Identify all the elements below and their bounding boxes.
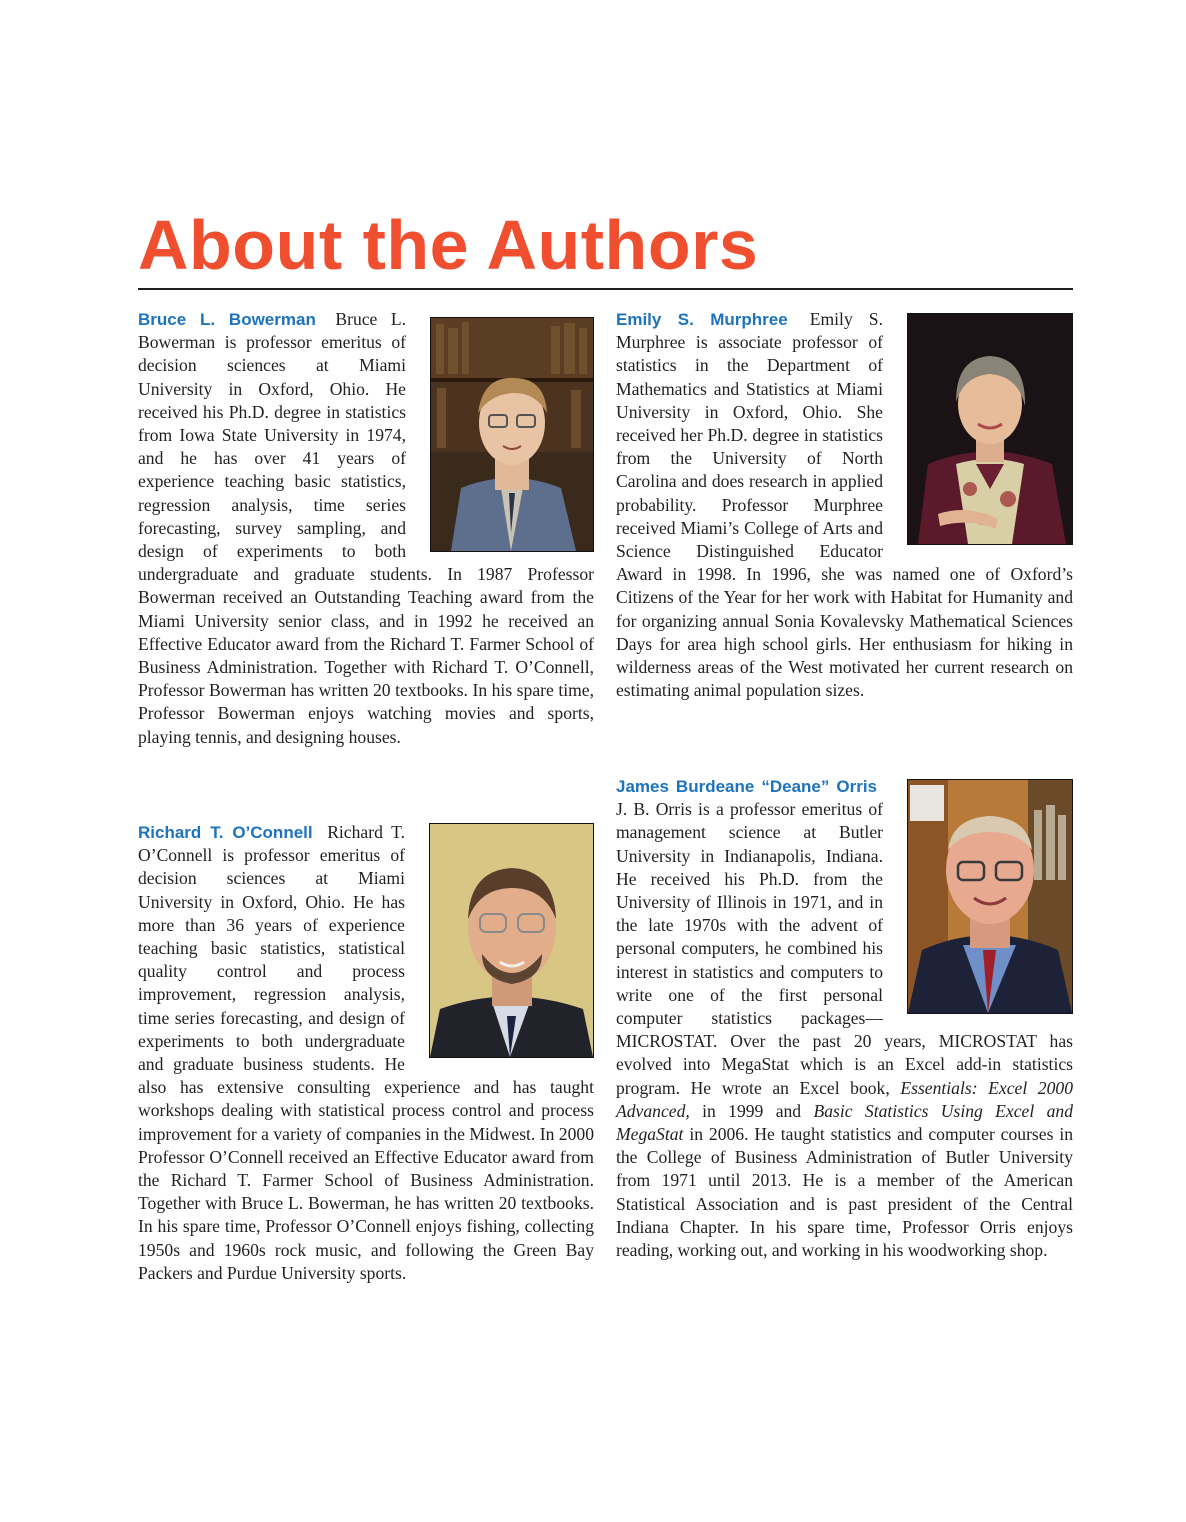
photo-oconnell [429, 823, 594, 1058]
author-bio-orris [616, 775, 1073, 1262]
author-bio-murphree [616, 308, 1073, 702]
book-title-essentials: Essentials: Excel 2000 Advanced, [616, 1077, 1073, 1121]
book-title-basic-statistics: Basic Statistics Using Excel and MegaStat [616, 1100, 1073, 1145]
author-text-oconnell: Richard T. O’Connell is professor emeritus of decision sciences at Miami University in Oxford, Ohio. He has more than 36 years of experience teaching basic statistics, statistical quality control and process improvement, regression analysis, time series forecasting, and design of experiments to both undergraduate and graduate business students. He also has extensive consulting experience and has taught workshops dealing with statistical process control and process improvement for a variety of companies in the Midwest. In 2000 Professor O’Connell received an Effective Educator award from the Richard T. Farmer School of Business Administration. Together with Bruce L. Bowerman, he has written 20 textbooks. In his spare time, Professor O’Connell enjoys fishing, collecting 1950s and 1960s rock music, and following the Green Bay Packers and Purdue University sports. [138, 822, 594, 1283]
author-text-orris-2: in 1999 and [702, 1100, 802, 1121]
photo-murphree [907, 313, 1073, 545]
title-rule [138, 288, 1073, 290]
author-name-murphree: Emily S. Murphree [616, 310, 788, 329]
author-text-orris-1: J. B. Orris is a professor emeritus of management science at Butler University in Indianapolis, Indiana. He received his Ph.D. from the University of Illinois in 1971, and in the late 1970s with the advent of personal computers, he combined his interest in statistics and computers to write one of the first personal computer statistics packages—MICROSTAT. Over the past 20 years, MICROSTAT has evolved into MegaStat which is an Excel add-in statistics program. He wrote an Excel book, [616, 799, 1073, 1098]
author-bio-oconnell [138, 821, 594, 1285]
author-bio-bowerman [138, 308, 594, 749]
photo-orris [907, 779, 1073, 1014]
author-name-orris: James Burdeane “Deane” Orris [616, 777, 877, 796]
author-name-bowerman: Bruce L. Bowerman [138, 310, 316, 329]
author-text-orris-3: in 2006. He taught statistics and computer courses in the College of Business Administration of Butler University from 1971 until 2013. He is a member of the American Statistical Association and is past president of the Central Indiana Chapter. In his spare time, Professor Orris enjoys reading, working out, and working in his woodworking shop. [616, 1124, 1074, 1261]
author-text-bowerman: Bruce L. Bowerman is professor emeritus of decision sciences at Miami University in Oxford, Ohio. He received his Ph.D. degree in statistics from Iowa State University in 1974, and he has over 41 years of experience teaching basic statistics, regression analysis, time series forecasting, survey sampling, and design of experiments to both undergraduate and graduate students. In 1987 Professor Bowerman received an Outstanding Teaching award from the Miami University senior class, and in 1992 he received an Effective Educator award from the Richard T. Farmer School of Business Administration. Together with Richard T. O’Connell, Professor Bowerman has written 20 textbooks. In his spare time, Professor Bowerman enjoys watching movies and sports, playing tennis, and designing houses. [138, 309, 594, 747]
page-title: About the Authors [138, 206, 759, 284]
author-name-oconnell: Richard T. O’Connell [138, 823, 313, 842]
author-text-murphree: Emily S. Murphree is associate professor of statistics in the Department of Mathematics and Statistics at Miami University in Oxford, Ohio. She received her Ph.D. degree in statistics from the University of North Carolina and does research in applied probability. Professor Murphree received Miami’s College of Arts and Science Distinguished Educator Award in 1998. In 1996, she was named one of Oxford’s Citizens of the Year for her work with Habitat for Humanity and for organizing annual Sonia Kovalevsky Mathematical Sciences Days for area high school girls. Her enthusiasm for hiking in wilderness areas of the West motivated her current research on estimating animal population sizes. [616, 309, 1073, 701]
photo-bowerman [430, 317, 594, 552]
